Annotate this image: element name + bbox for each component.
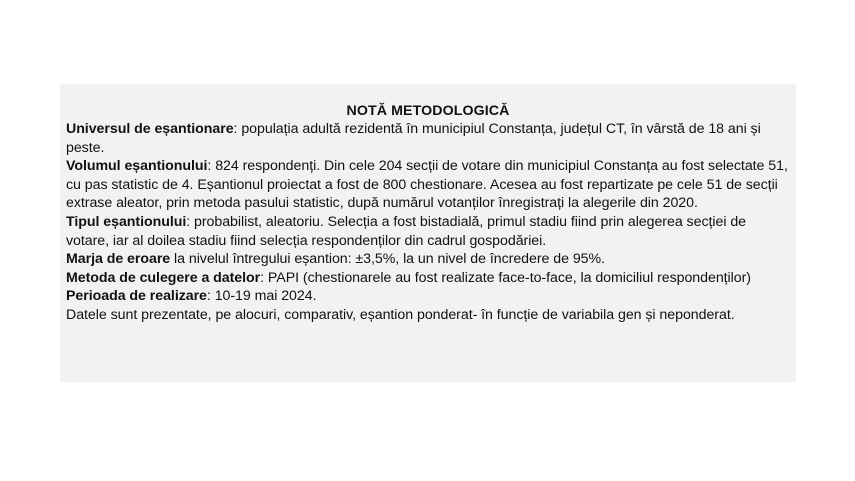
paragraph-sampling-universe bbox=[66, 120, 790, 157]
paragraph-text: : 824 respondenți. Din cele 204 secții de votare din municipiul Constanța au fost selectate 51, cu pas statistic de 4. Eșantionul proiectat a fost de 800 chestionare. Acesea au fost repartizate pe cele 51 de secții extrase aleator, prin metoda pasului statistic, după numărul votanților înregistrați la alegerile din 2020. bbox=[66, 158, 788, 212]
paragraph-label: Volumul eșantionului bbox=[66, 158, 208, 175]
paragraph-period bbox=[66, 287, 790, 306]
paragraph-text: : probabilist, aleatoriu. Selecția a fost bistadială, primul stadiu fiind prin alegerea secției de votare, iar al doilea stadiu fiind selecția respondenților din cadrul gospodăriei. bbox=[66, 213, 746, 249]
paragraph-label: Perioada de realizare bbox=[66, 288, 207, 305]
paragraph-margin-of-error bbox=[66, 250, 790, 269]
paragraph-data-presentation bbox=[66, 306, 790, 325]
paragraph-label: Tipul eșantionului bbox=[66, 213, 187, 230]
paragraph-text: : populația adultă rezidentă în municipiul Constanța, județul CT, în vârstă de 18 ani și peste. bbox=[66, 121, 761, 156]
methodology-note-box bbox=[60, 84, 796, 382]
paragraph-sample-size bbox=[66, 157, 790, 213]
paragraph-text: : PAPI (chestionarele au fost realizate face-to-face, la domiciliul respondenților) bbox=[260, 269, 751, 286]
paragraph-text: Datele sunt prezentate, pe alocuri, comparativ, eșantion ponderat- în funcție de variabila gen și neponderat. bbox=[66, 306, 735, 323]
note-title: NOTĂ METODOLOGICĂ bbox=[346, 103, 510, 119]
paragraph-label: Marja de eroare bbox=[66, 251, 171, 268]
paragraph-sample-type bbox=[66, 213, 790, 250]
paragraph-text: : 10-19 mai 2024. bbox=[206, 288, 317, 305]
paragraph-label: Metoda de culegere a datelor bbox=[66, 269, 261, 286]
paragraph-text: la nivelul întregului eșantion: ±3,5%, la un nivel de încredere de 95%. bbox=[170, 251, 605, 268]
paragraph-label: Universul de eșantionare bbox=[66, 121, 234, 137]
paragraph-data-collection-method bbox=[66, 269, 790, 288]
